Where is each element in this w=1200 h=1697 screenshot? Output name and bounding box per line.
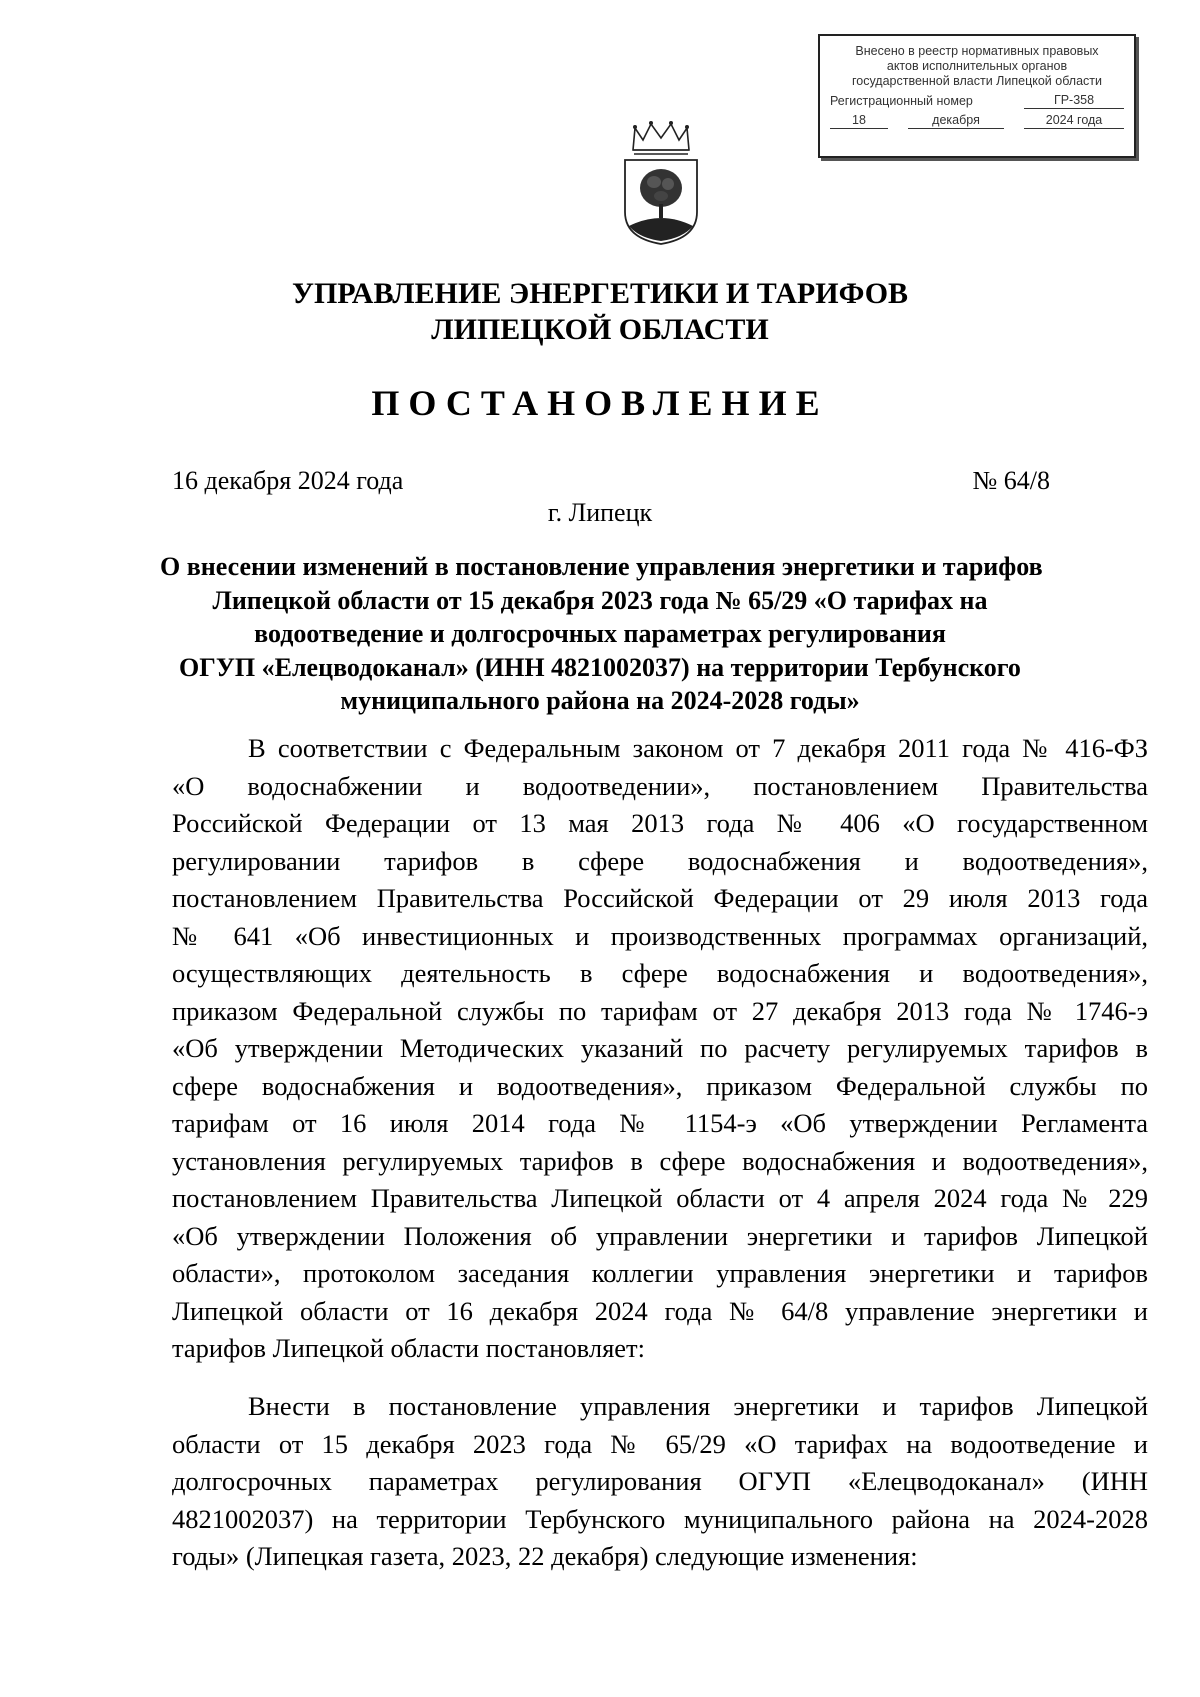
stamp-day: 18 <box>830 112 888 129</box>
text-line: области от 15 декабря 2023 года № 65/29 «О тарифах на водоотведение и <box>172 1428 1148 1459</box>
title-line: О внесении изменений в постановление управления энергетики и тарифов <box>160 552 1043 581</box>
text-line: постановлением Правительства Российской Федерации от 29 июля 2013 года <box>172 883 1148 913</box>
coat-of-arms-graphic <box>621 120 701 246</box>
stamp-date-row <box>830 112 1124 129</box>
text-line: Внести в постановление управления энергетики и тарифов Липецкой <box>248 1391 1148 1421</box>
stamp-month: декабря <box>908 112 1004 129</box>
text-line: постановлением Правительства Липецкой области от 4 апреля 2024 года № 229 <box>172 1183 1148 1213</box>
preamble-paragraph <box>172 730 1148 1368</box>
text-line: 4821002037) на территории Тербунского муниципального района на 2024-2028 <box>172 1503 1148 1534</box>
stamp-registration-number: ГР-358 <box>1024 92 1124 109</box>
title-line: ОГУП «Елецводоканал» (ИНН 4821002037) на территории Тербунского <box>179 652 1021 682</box>
text-line: области», протоколом заседания коллегии управления энергетики и тарифов <box>172 1258 1148 1288</box>
text-line: Российской Федерации от 13 мая 2013 года № 406 «О государственном <box>172 808 1148 838</box>
text-line: Липецкой области от 16 декабря 2024 года № 64/8 управление энергетики и <box>172 1295 1148 1326</box>
text-line: регулировании тарифов в сфере водоснабжения и водоотведения», <box>172 845 1148 876</box>
text-line: годы» (Липецкая газета, 2023, 22 декабря) следующие изменения: <box>172 1541 918 1571</box>
document-number: № 64/8 <box>972 466 1050 495</box>
document-type: ПОСТАНОВЛЕНИЕ <box>371 383 829 423</box>
stamp-line-1: Внесено в реестр нормативных правовых <box>855 44 1099 58</box>
agency-name-line-1: УПРАВЛЕНИЕ ЭНЕРГЕТИКИ И ТАРИФОВ <box>291 277 909 310</box>
title-line: водоотведение и долгосрочных параметрах регулирования <box>254 619 946 648</box>
agency-name-line-2: ЛИПЕЦКОЙ ОБЛАСТИ <box>431 313 769 346</box>
text-line: тарифов Липецкой области постановляет: <box>172 1333 645 1363</box>
document-date: 16 декабря 2024 года <box>172 466 404 495</box>
text-line: тарифам от 16 июля 2014 года № 1154-э «Об утверждении Регламента <box>172 1108 1148 1138</box>
text-line: № 641 «Об инвестиционных и производственных программах организаций, <box>172 920 1148 951</box>
coat-of-arms-icon <box>621 120 701 246</box>
text-line: «О водоснабжении и водоотведении», постановлением Правительства <box>172 770 1148 801</box>
document-city: г. Липецк <box>547 498 653 527</box>
text-line: сфере водоснабжения и водоотведения», приказом Федеральной службы по <box>172 1070 1148 1101</box>
title-line: Липецкой области от 15 декабря 2023 года № 65/29 «О тарифах на <box>212 585 988 615</box>
stamp-registration-row <box>830 92 1124 109</box>
text-line: осуществляющих деятельность в сфере водоснабжения и водоотведения», <box>172 958 1148 988</box>
document-title <box>160 550 1043 718</box>
text-line: «Об утверждении Методических указаний по расчету регулируемых тарифов в <box>172 1033 1148 1063</box>
text-line: «Об утверждении Положения об управлении энергетики и тарифов Липецкой <box>172 1220 1148 1251</box>
stamp-registration-label: Регистрационный номер <box>830 94 973 108</box>
stamp-line-2: актов исполнительных органов <box>886 59 1068 73</box>
stamp-year: 2024 года <box>1024 112 1124 129</box>
registry-stamp <box>818 34 1136 158</box>
text-line: установления регулируемых тарифов в сфере водоснабжения и водоотведения», <box>172 1145 1148 1176</box>
stamp-line-3: государственной власти Липецкой области <box>851 74 1103 88</box>
text-line: приказом Федеральной службы по тарифам от 27 декабря 2013 года № 1746-э <box>172 995 1148 1026</box>
title-line: муниципального района на 2024-2028 годы» <box>340 686 860 715</box>
resolution-paragraph <box>172 1388 1148 1576</box>
text-line: долгосрочных параметрах регулирования ОГУП «Елецводоканал» (ИНН <box>172 1466 1148 1496</box>
agency-name <box>0 276 1200 348</box>
text-line: В соответствии с Федеральным законом от 7 декабря 2011 года № 416-ФЗ <box>248 733 1148 763</box>
